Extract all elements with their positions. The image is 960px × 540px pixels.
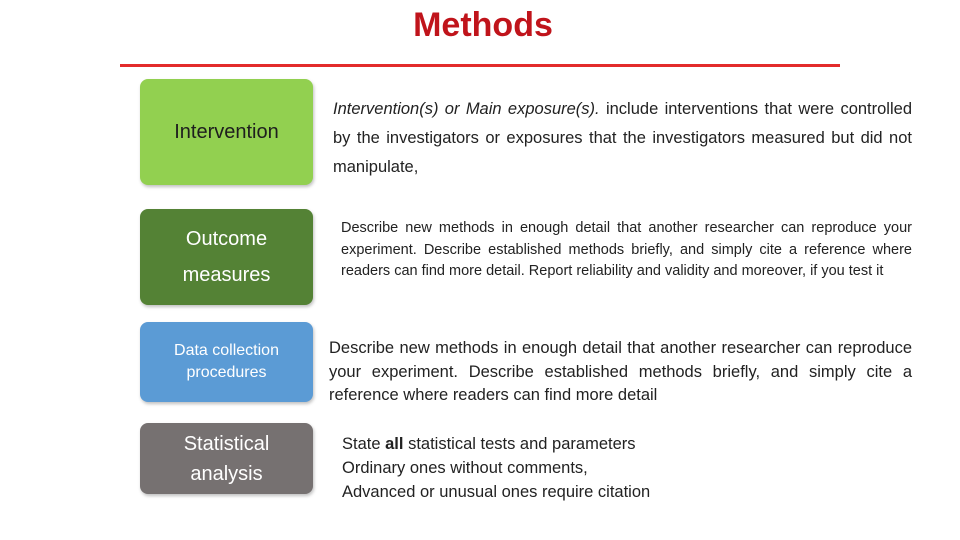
intervention-description-italic: Intervention(s) or Main exposure(s). (333, 100, 600, 118)
statistical-line1 (342, 432, 912, 456)
intervention-description-text: include interventions that were controlled by the investigators or exposures that the investigators measured but did not manipulate, (333, 100, 912, 176)
statistical-analysis-box (140, 423, 313, 494)
page-title: Methods (413, 6, 553, 44)
outcome-description-text: Describe new methods in enough detail that another researcher can reproduce your experiment. Describe established methods briefly, and simply cite a reference where readers can find more detail. Report reliability and validity and moreover, if you test it (341, 220, 912, 280)
statistical-line2: Ordinary ones without comments, (342, 459, 588, 477)
data-collection-description (329, 337, 912, 408)
statistical-label-line1: Statistical (183, 432, 270, 455)
intervention-description (333, 95, 912, 182)
statistical-analysis-description (342, 432, 912, 504)
outcome-measures-description (341, 218, 912, 283)
data-collection-label-line2: procedures (186, 364, 267, 381)
intervention-box (140, 79, 313, 185)
outcome-label-line1: Outcome (185, 228, 268, 250)
statistical-line3: Advanced or unusual ones require citation (342, 483, 651, 501)
outcome-measures-box (140, 209, 313, 305)
title-underline (120, 64, 840, 67)
data-collection-box (140, 322, 313, 402)
data-collection-description-text: Describe new methods in enough detail that another researcher can reproduce your experiment. Describe established methods briefly, and simply cite a reference where readers can find more detail (329, 339, 912, 404)
statistical-line1-end: statistical tests and parameters (403, 435, 636, 453)
intervention-label: Intervention (174, 120, 279, 143)
statistical-line1-start: State (342, 435, 386, 453)
data-collection-label-line1: Data collection (174, 342, 279, 359)
statistical-label-line2: analysis (190, 462, 263, 485)
statistical-line1-bold: all (385, 435, 404, 453)
outcome-label-line2: measures (182, 264, 271, 286)
